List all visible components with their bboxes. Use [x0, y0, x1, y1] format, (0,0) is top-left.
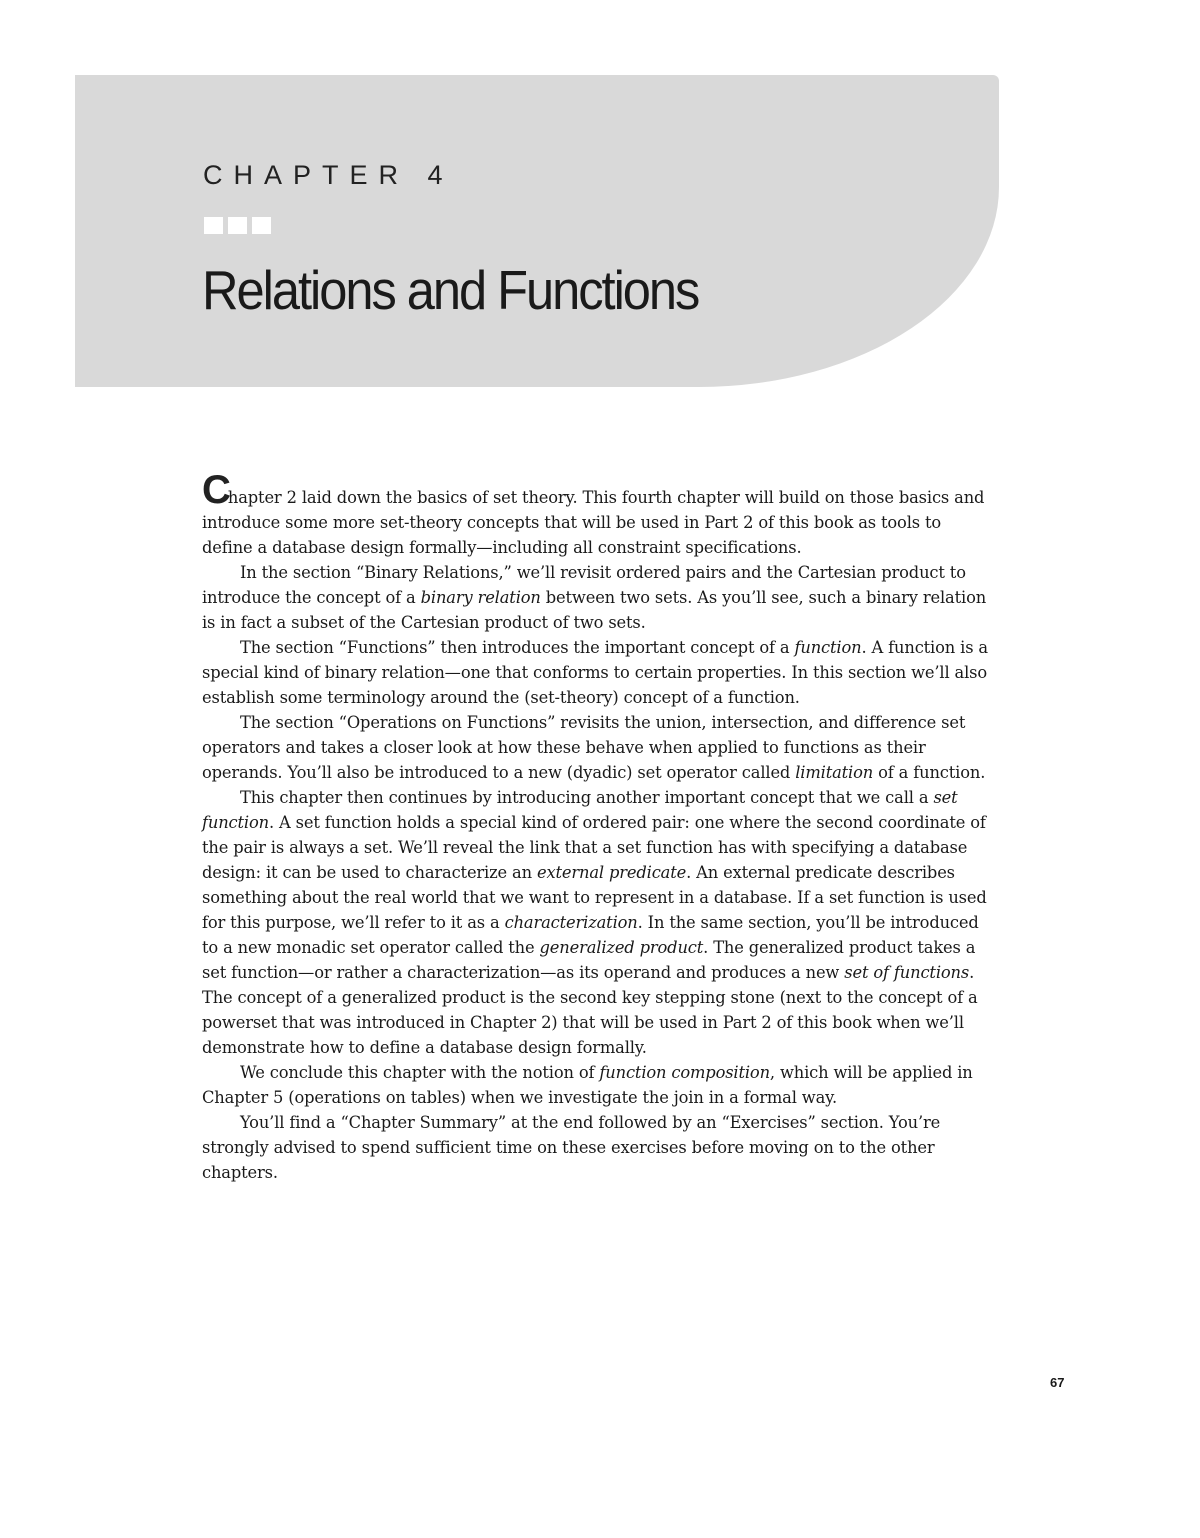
paragraph-text: . A set function holds a special kind of ordered pair: one where the second coordinate of the pair is always a set. We’ll reveal the link that a set function has with specifying a database design: it can be used to characterize an [202, 813, 986, 882]
paragraph-text: . The generalized product takes a set function—or rather a characterization—as its operand and produces a new [202, 938, 976, 982]
paragraph-text: of a function. [873, 763, 986, 782]
paragraph-text: . In the same section, you’ll be introduced to a new monadic set operator called the [202, 913, 979, 957]
paragraph-text: hapter 2 laid down the basics of set theory. This fourth chapter will build on those basics and introduce some more set-theory concepts that will be used in Part 2 of this book as tools to define a database design formally—including all constraint specifications. [202, 488, 985, 557]
intro-paragraph [202, 1110, 992, 1185]
intro-paragraph [202, 785, 992, 1060]
paragraph-text: . A function is a special kind of binary relation—one that conforms to certain properties. In this section we’ll also establish some terminology around the (set-theory) concept of a function. [202, 638, 988, 707]
paragraph-text: . The concept of a generalized product is the second key stepping stone (next to the concept of a powerset that was introduced in Chapter 2) that will be used in Part 2 of this book when we’ll demonstrate how to define a database design formally. [202, 963, 978, 1057]
chapter-label: CHAPTER 4 [203, 160, 454, 190]
drop-cap: C [202, 468, 228, 512]
chapter-intro [202, 468, 992, 1185]
intro-paragraph [202, 1060, 992, 1110]
paragraph-text: In the section “Binary Relations,” we’ll revisit ordered pairs and the Cartesian product to introduce the concept of a [202, 563, 966, 607]
paragraph-text: We conclude this chapter with the notion of [240, 1063, 600, 1082]
chapter-title: Relations and Functions [202, 259, 699, 321]
ornament-square [252, 217, 271, 234]
ornament-square [228, 217, 247, 234]
paragraph-text: The section “Operations on Functions” revisits the union, intersection, and difference set operators and takes a closer look at how these behave when applied to functions as their operands. You’ll also be introduced to a new (dyadic) set operator called [202, 713, 966, 782]
paragraph-text: This chapter then continues by introducing another important concept that we call a [240, 788, 934, 807]
chapter-ornament [204, 217, 271, 234]
term-emphasis: generalized product [539, 938, 704, 957]
term-emphasis: set of functions [844, 963, 970, 982]
paragraph-text: You’ll find a “Chapter Summary” at the end followed by an “Exercises” section. You’re strongly advised to spend sufficient time on these exercises before moving on to the other chapters. [202, 1113, 941, 1182]
paragraph-text: between two sets. As you’ll see, such a binary relation is in fact a subset of the Cartesian product of two sets. [202, 588, 987, 632]
term-emphasis: characterization [504, 913, 638, 932]
term-emphasis: limitation [795, 763, 874, 782]
paragraph-text: The section “Functions” then introduces the important concept of a [240, 638, 795, 657]
intro-paragraph [202, 468, 992, 560]
term-emphasis: set function [202, 788, 958, 832]
term-emphasis: external predicate [536, 863, 687, 882]
term-emphasis: function composition [599, 1063, 770, 1082]
intro-paragraph [202, 560, 992, 635]
ornament-square [204, 217, 223, 234]
intro-paragraph [202, 635, 992, 710]
paragraph-text: . An external predicate describes something about the real world that we want to represent in a database. If a set function is used for this purpose, we’ll refer to it as a [202, 863, 987, 932]
page-number: 67 [1050, 1375, 1065, 1390]
intro-paragraph [202, 710, 992, 785]
term-emphasis: binary relation [420, 588, 541, 607]
term-emphasis: function [794, 638, 862, 657]
paragraph-text: , which will be applied in Chapter 5 (operations on tables) when we investigate the join in a formal way. [202, 1063, 973, 1107]
